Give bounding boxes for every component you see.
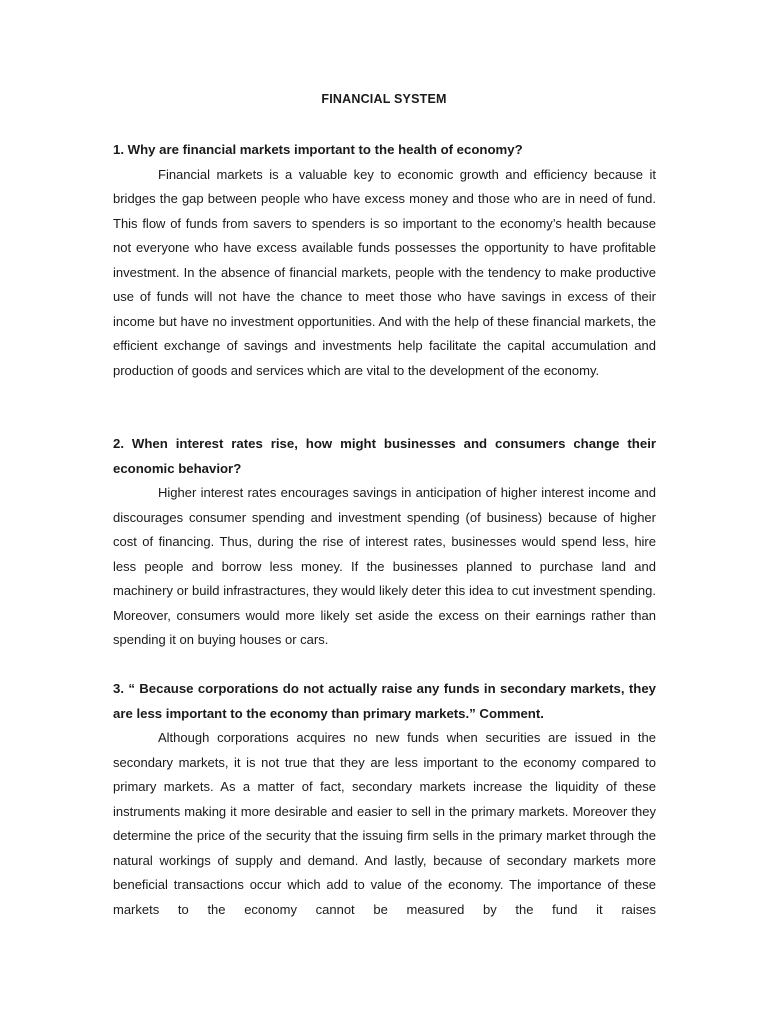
answer-3: Although corporations acquires no new funds when securities are issued in the secondary markets, it is not true that they are less important to the economy compared to primary markets. As a matter of fact, secondary markets increase the liquidity of these instruments making it more desirable and easier to sell in the primary markets. Moreover they determine the price of the security that the issuing firm sells in the primary market through the natural workings of supply and demand. And lastly, because of secondary markets more beneficial transactions occur which add to value of the economy. The importance of these markets to the economy cannot be measured by the fund it raises bbox=[113, 730, 656, 917]
question-1: 1. Why are financial markets important to the health of economy? bbox=[113, 142, 523, 157]
answer-2: Higher interest rates encourages savings in anticipation of higher interest income and discourages consumer spending and investment spending (of business) because of higher cost of financing. Thus, during the rise of interest rates, businesses would spend less, hire less people and borrow less money. If the businesses planned to purchase land and machinery or build infrastractures, they would likely deter this idea to cut investment spending. Moreover, consumers would more likely set aside the excess on their earnings rather than spending it on buying houses or cars. bbox=[113, 485, 656, 647]
question-2: 2. When interest rates rise, how might businesses and consumers change their economic behavior? bbox=[113, 436, 656, 476]
answer-1: Financial markets is a valuable key to economic growth and efficiency because it bridges the gap between people who have excess money and those who are in need of fund. This flow of funds from savers to spenders is so important to the economy’s health because not everyone who have excess available funds possesses the opportunity to have profitable investment. In the absence of financial markets, people with the tendency to make productive use of funds will not have the chance to meet those who have savings in excess of their income but have no investment opportunities. And with the help of these financial markets, the efficient exchange of savings and investments help facilitate the capital accumulation and production of goods and services which are vital to the development of the economy. bbox=[113, 166, 656, 378]
question-section-1 bbox=[113, 138, 656, 383]
question-section-2 bbox=[113, 432, 656, 653]
question-3: 3. “ Because corporations do not actually raise any funds in secondary markets, they are less important to the economy than primary markets.” Comment. bbox=[113, 681, 656, 721]
document-title: FINANCIAL SYSTEM bbox=[321, 92, 447, 106]
question-section-3 bbox=[113, 677, 656, 922]
